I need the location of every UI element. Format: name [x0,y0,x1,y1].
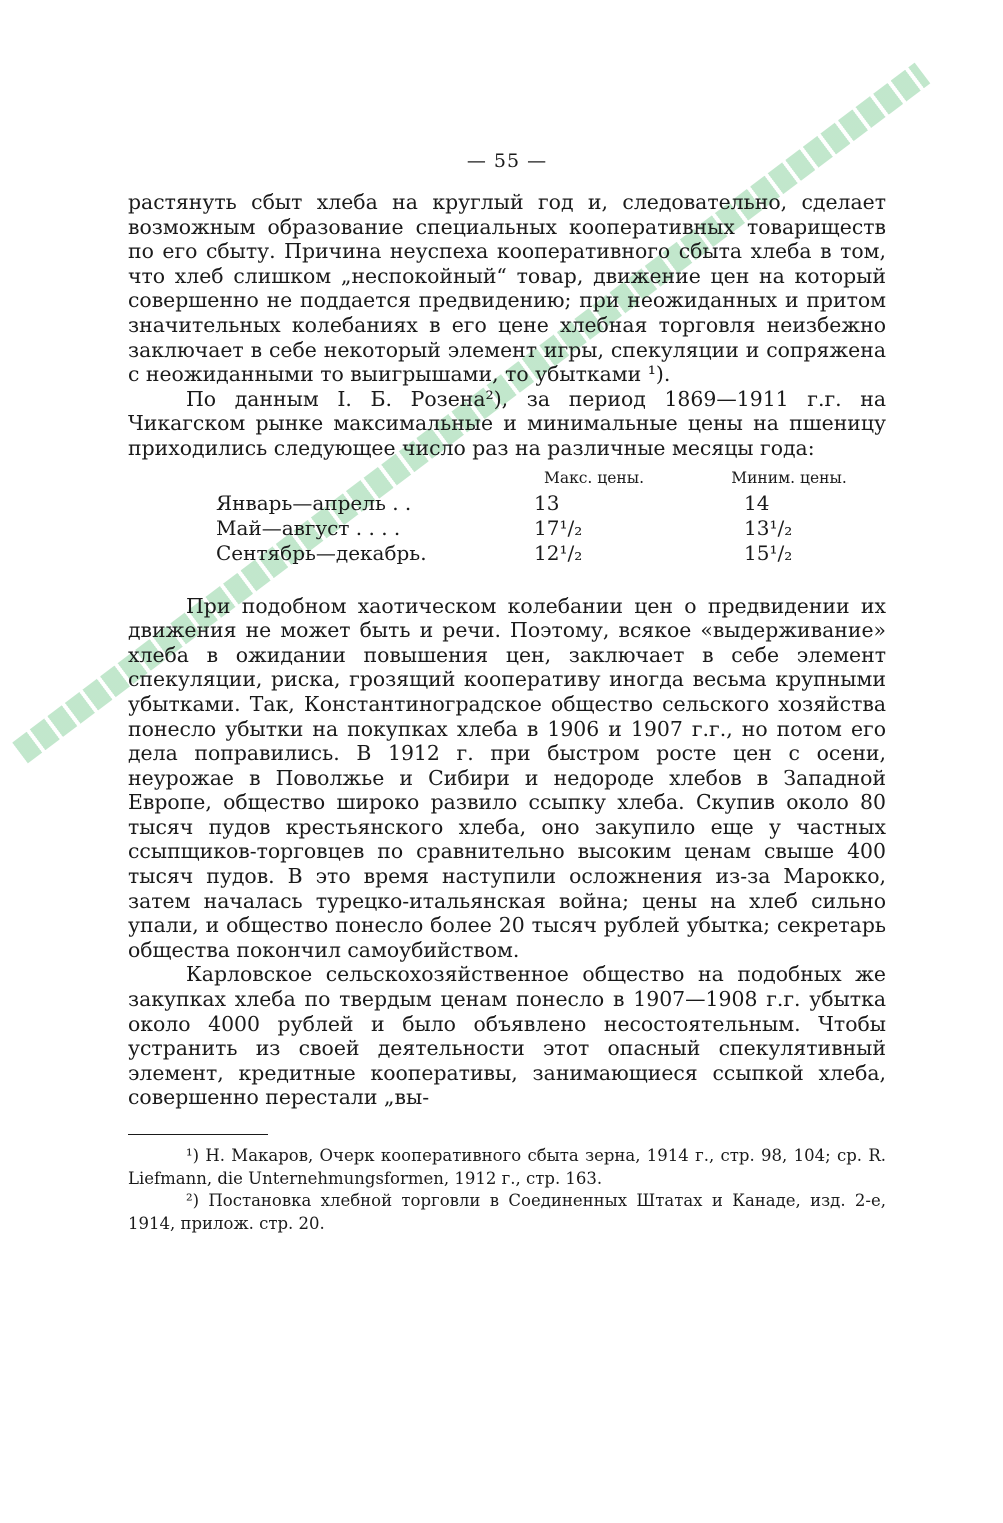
table-header-month [216,469,484,491]
footnote-divider [128,1134,268,1135]
table-cell-max: 12¹/₂ [534,540,583,565]
table-header-min: Миним. цены. [731,468,847,487]
table-cell-month: Сентябрь—декабрь. [216,540,427,565]
table-cell-min: 13¹/₂ [744,515,793,540]
paragraph-2: По данным I. Б. Розена²), за период 1869—1911 г.г. на Чикагском рынке максимальные и минимальные цены на пшеницу приходились следующее число раз на различные месяцы года: [128,386,886,460]
scanned-page [128,150,886,1235]
table-row [216,491,874,516]
table-row [216,516,874,541]
table-cell-min: 15¹/₂ [744,540,793,565]
table-cell-min: 14 [744,490,770,515]
table-cell-max: 17¹/₂ [534,515,583,540]
footnote-2: ²) Постановка хлебной торговли в Соединенных Штатах и Канаде, изд. 2-е, 1914, прилож. стр. 20. [128,1191,886,1233]
table-spacer [128,566,886,594]
footnote-1: ¹) Н. Макаров, Очерк кооперативного сбыта зерна, 1914 г., стр. 98, 104; ср. R. Liefmann, die Unternehmungsformen, 1912 г., стр. 163. [128,1146,886,1188]
table-cell-month: Январь—апрель . . [216,490,412,515]
table-row [216,541,874,566]
price-extremes-table [216,469,874,566]
paragraph-4: Карловское сельскохозяйственное общество на подобных же закупках хлеба по твердым ценам понесло в 1907—1908 г.г. убытка около 4000 рублей и было объявлено несостоятельным. Чтобы устранить из своей деятельности этот опасный спекулятивный элемент, кредитные кооперативы, занимающиеся ссыпкой хлеба, совершенно перестали „вы- [128,962,886,1110]
table-header-row [216,469,874,491]
table-cell-max: 13 [534,490,560,515]
table-cell-month: Май—август . . . . [216,515,401,540]
paragraph-3: При подобном хаотическом колебании цен о предвидении их движения не может быть и речи. Поэтому, всякое «выдерживание» хлеба в ожидании повышения цен, заключает в себе элемент спекуляции, риска, грозящий кооперативу иногда весьма крупными убытками. Так, Константиноградское общество сельского хозяйства понесло убытки на покупках хлеба в 1906 и 1907 г.г., но потом его дела поправились. В 1912 г. при быстром росте цен с осени, неурожае в Поволжье и Сибири и недороде хлебов в Западной Европе, общество широко развило ссыпку хлеба. Скупив около 80 тысяч пудов крестьянского хлеба, оно закупило еще у частных ссыпщиков-торговцев по сравнительно высоким ценам свыше 400 тысяч пудов. В это время наступили осложнения из-за Марокко, затем началась турецко-итальянская война; цены на хлеб сильно упали, и общество понесло более 20 тысяч рублей убытка; секретарь общества покончил самоубийством. [128,593,886,962]
paragraph-1: растянуть сбыт хлеба на круглый год и, следовательно, сделает возможным образование специальных кооперативных товариществ по его сбыту. Причина неуспеха кооперативного сбыта хлеба в том, что хлеб слишком „неспокойный“ товар, движение цен на который совершенно не поддается предвидению; при неожиданных и притом значительных колебаниях в его цене хлебная торговля неизбежно заключает в себе некоторый элемент игры, спекуляции и сопряжена с неожиданными то выигрышами, то убытками ¹). [128,190,886,387]
page-number: — 55 — [466,150,548,172]
table-header-max: Макс. цены. [543,468,645,487]
